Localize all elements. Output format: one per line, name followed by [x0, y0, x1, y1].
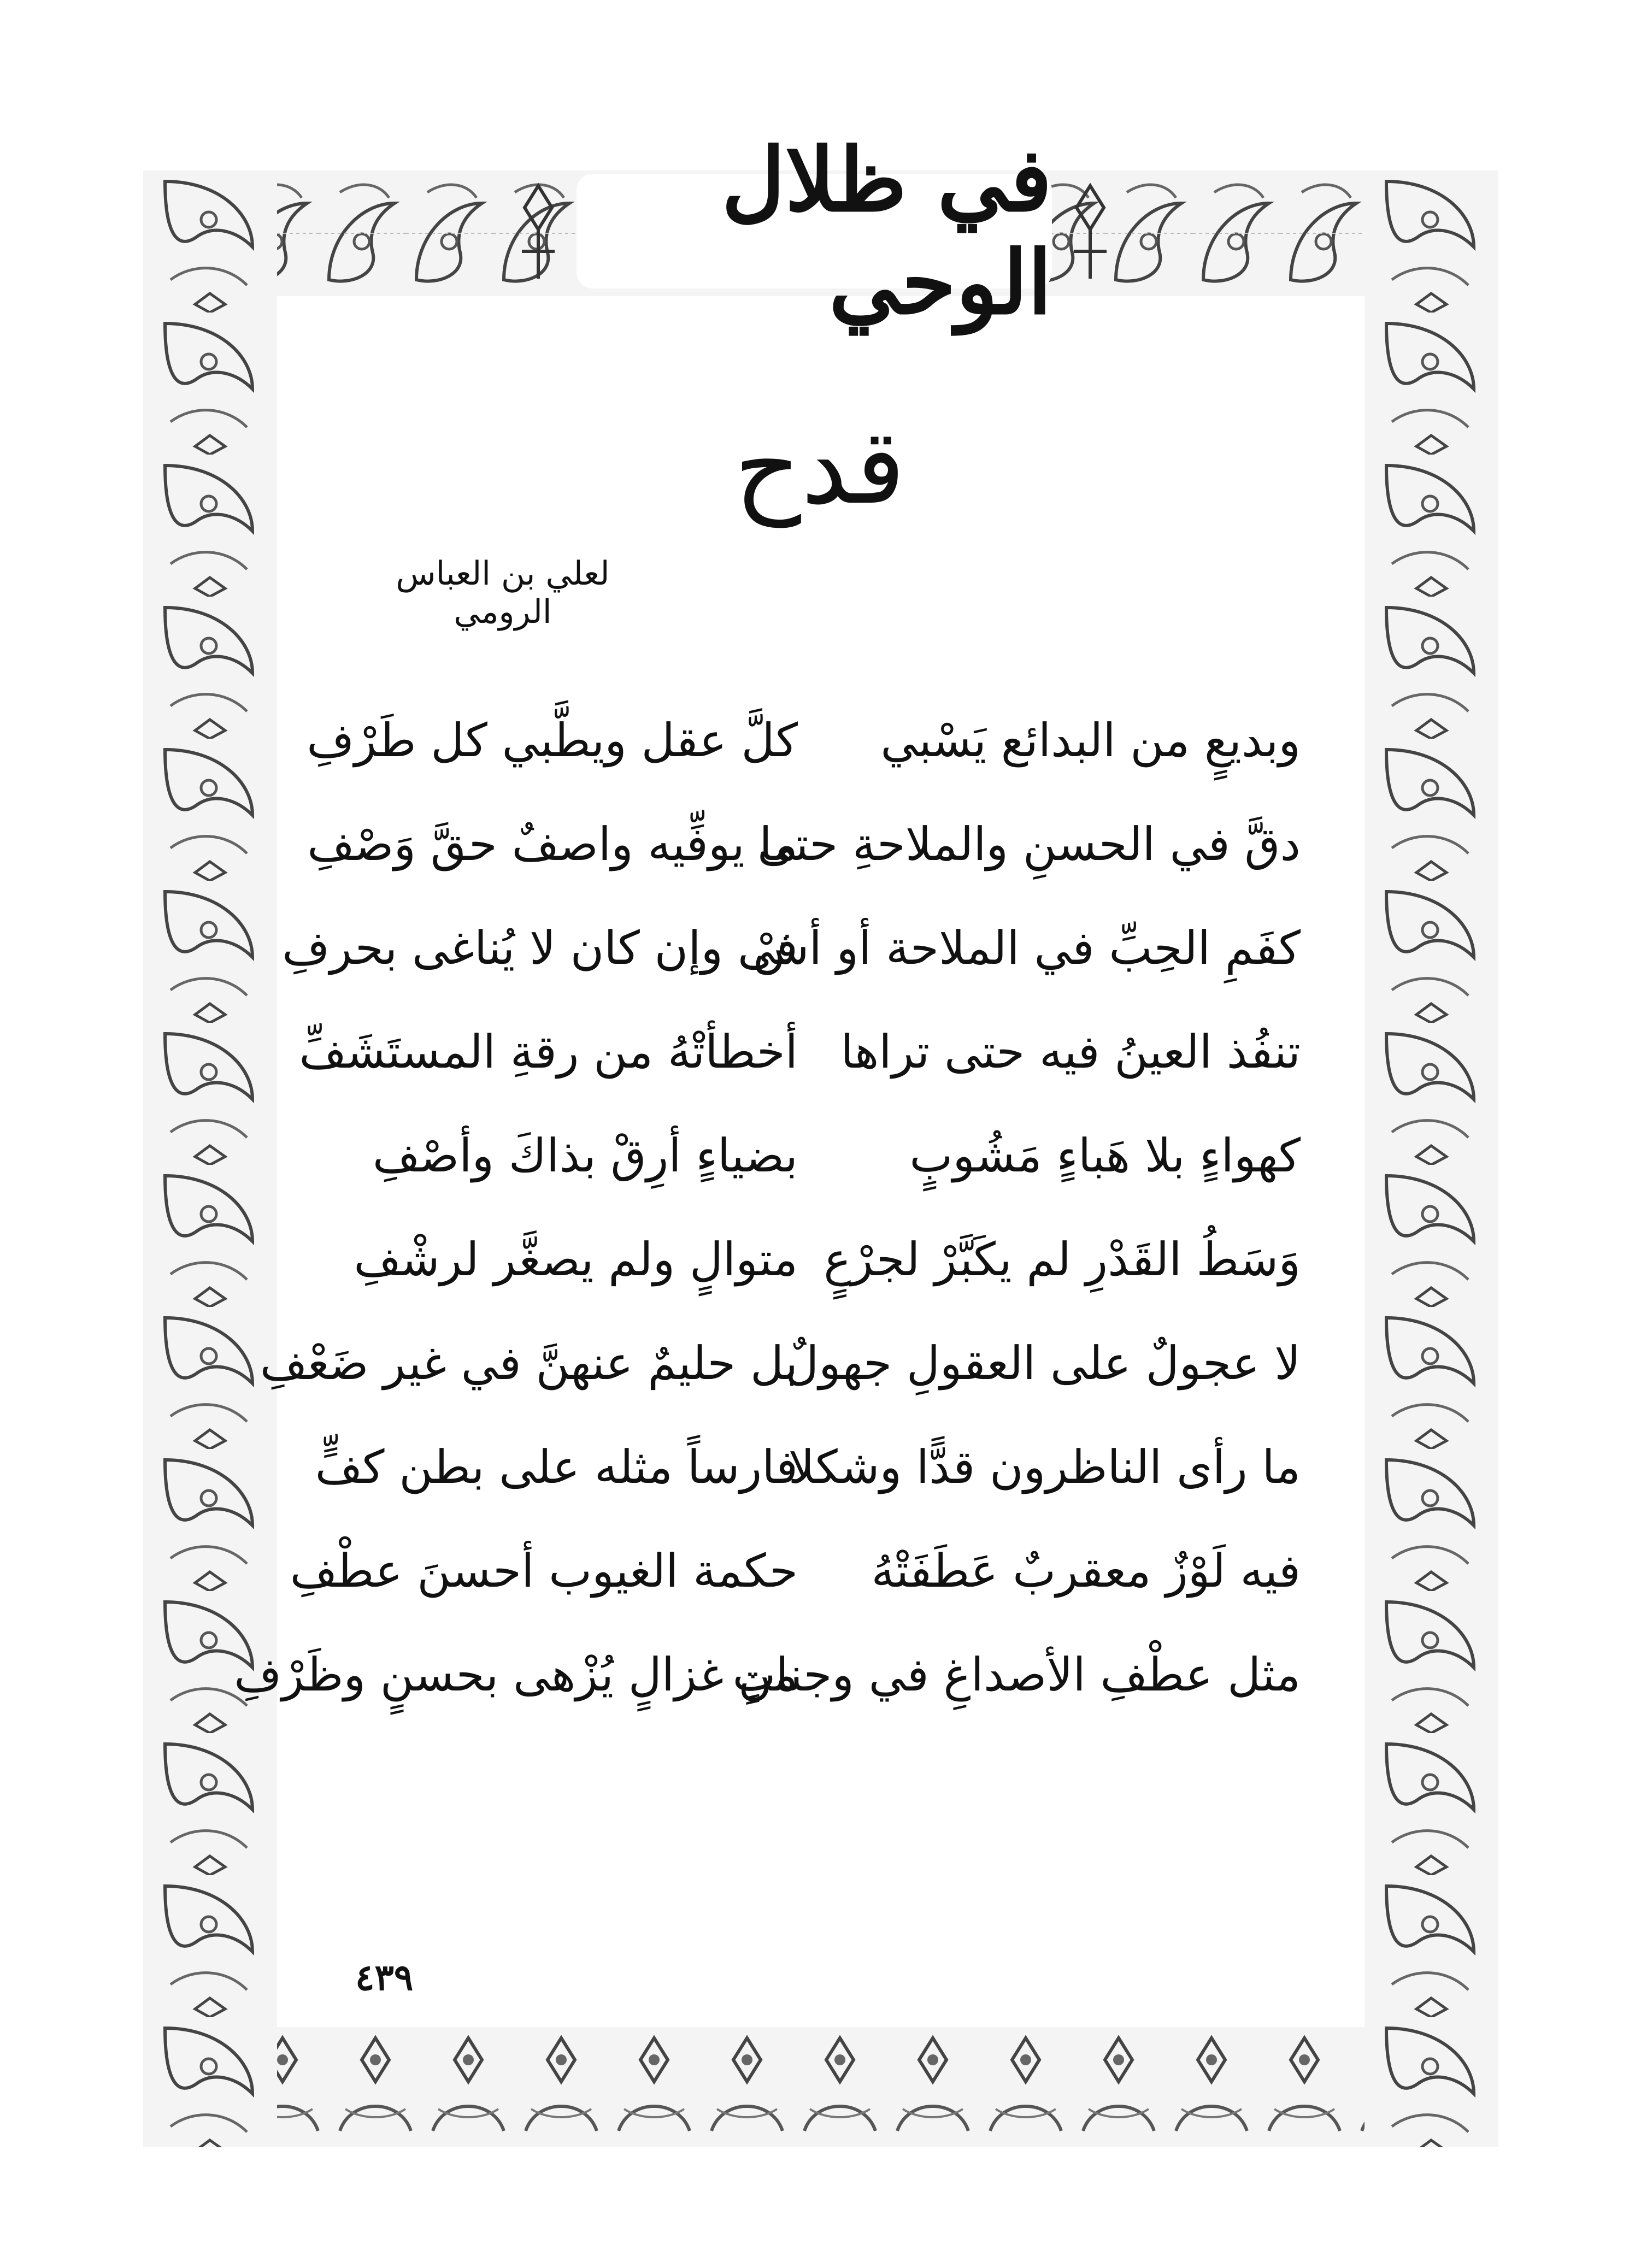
- header-title: في ظلال الوحي: [721, 128, 1052, 334]
- verse-second-hemistich: فارساً مثله على بطن كفٍّ: [315, 1440, 798, 1494]
- verse-second-hemistich: بضياءٍ أرِقْ بذاكَ وأصْفِ: [372, 1129, 798, 1182]
- verse-line: [299, 1014, 1301, 1090]
- verse-second-hemistich: بل حليمٌ عنهنَّ في غير ضَعْفِ: [260, 1336, 798, 1390]
- fleur-ornament-icon: [1060, 180, 1120, 284]
- verse-first-hemistich: تنفُذ العينُ فيه حتى تراها: [840, 1025, 1301, 1079]
- verse-line: [260, 1325, 1301, 1401]
- verse-second-hemistich: من غزالٍ يُزْهى بحسنٍ وظَرْفِ: [234, 1648, 798, 1701]
- page-number: ٤٣٩: [355, 1956, 414, 1999]
- verse-second-hemistich: كلَّ عقل ويطَّبي كل طَرْفِ: [307, 714, 798, 767]
- verse-first-hemistich: دقَّ في الحسنِ والملاحةِ حتى: [757, 817, 1301, 871]
- verse-line: [290, 1533, 1301, 1609]
- verse-line: [307, 702, 1301, 779]
- verse-line: [350, 1221, 1301, 1298]
- poem-title: قدح: [734, 407, 905, 527]
- verse-first-hemistich: وبديعٍ من البدائع يَسْبي: [880, 714, 1301, 767]
- ornamental-border-right: [1365, 170, 1498, 2147]
- verse-line: [350, 1117, 1301, 1194]
- verse-line: [282, 910, 1301, 986]
- verse-line: [315, 1429, 1301, 1505]
- ornamental-border-left: [143, 170, 277, 2147]
- verse-line: [307, 806, 1301, 882]
- verse-first-hemistich: كهواءٍ بلا هَباءٍ مَشُوبٍ: [909, 1129, 1301, 1182]
- verse-second-hemistich: متوالٍ ولم يصغَّر لرشْفِ: [354, 1233, 798, 1286]
- verse-second-hemistich: فى وإن كان لا يُناغى بحرفِ: [282, 921, 798, 975]
- verse-first-hemistich: فيه لَوْزٌ معقربٌ عَطَفَتْهُ: [871, 1544, 1301, 1598]
- verse-first-hemistich: كفَمِ الحِبِّ في الملاحة أو أشْ: [752, 921, 1301, 975]
- fleur-ornament-icon: [508, 180, 568, 284]
- header-banner: [577, 128, 1052, 334]
- verse-second-hemistich: ما يوفِّيه واصفٌ حقَّ وَصْفِ: [307, 817, 798, 871]
- verse-line: [234, 1636, 1301, 1713]
- ornamental-border-bottom: [143, 2027, 1498, 2147]
- poet-attribution: لعلي بن العباس الرومي: [396, 555, 610, 631]
- verse-first-hemistich: ما رأى الناظرون قدًّا وشكلا: [788, 1440, 1301, 1494]
- verse-second-hemistich: أخطأتْهُ من رقةِ المستَشَفِّ: [299, 1025, 798, 1079]
- verse-first-hemistich: لا عجولٌ على العقولِ جهولٌ: [785, 1336, 1301, 1390]
- verse-second-hemistich: حكمة الغيوب أحسنَ عطْفِ: [290, 1544, 798, 1598]
- verse-first-hemistich: مثل عطْفِ الأصداغِ في وجناتٍ: [732, 1648, 1301, 1701]
- verse-first-hemistich: وَسَطُ القَدْرِ لم يكَبَّرْ لجرْعٍ: [824, 1233, 1301, 1286]
